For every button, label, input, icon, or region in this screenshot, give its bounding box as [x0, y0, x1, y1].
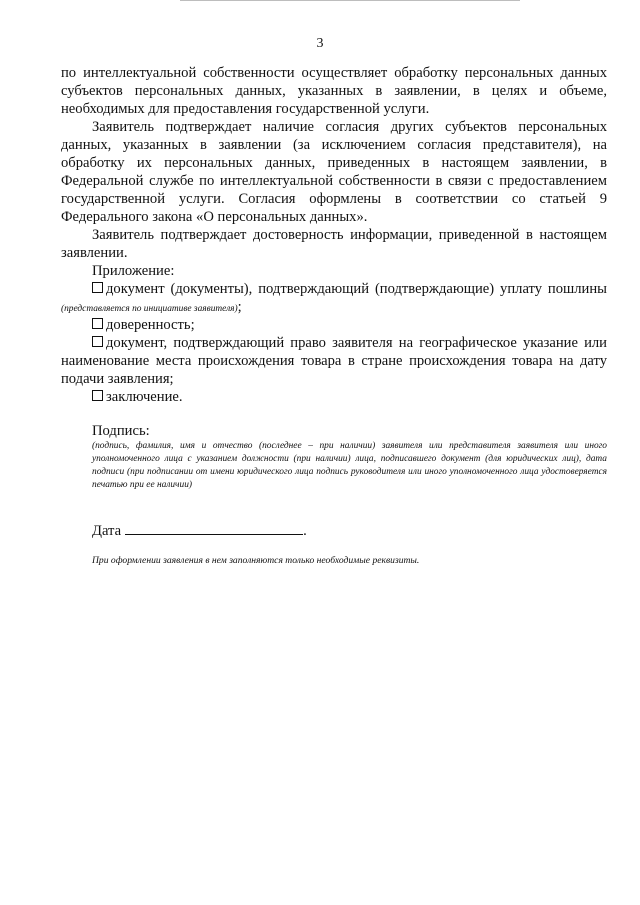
date-trailing: .	[303, 523, 307, 539]
attachment-item-power-of-attorney-label: доверенность;	[106, 317, 195, 333]
checkbox-fee[interactable]	[92, 282, 103, 293]
attachment-item-conclusion	[61, 388, 607, 406]
checkbox-conclusion[interactable]	[92, 390, 103, 401]
date-field	[61, 522, 607, 540]
attachment-item-fee-note: (представляется по инициативе заявителя)	[61, 304, 238, 314]
paragraph-accuracy: Заявитель подтверждает достоверность информации, приведенной в настоящем заявлении.	[61, 227, 607, 261]
attachment-item-power-of-attorney	[61, 316, 607, 334]
attachment-item-right-document-label: документ, подтверждающий право заявителя на географическое указание или наименование места происхождения товара в стране происхождения товара на дату подачи заявления;	[61, 335, 607, 387]
date-label: Дата	[92, 523, 122, 539]
checkbox-power-of-attorney[interactable]	[92, 318, 103, 329]
attachments-heading: Приложение:	[92, 263, 175, 279]
attachment-item-right-document	[61, 334, 607, 388]
signature-block	[61, 422, 607, 492]
paragraph-consent: Заявитель подтверждает наличие согласия других субъектов персональных данных, указанных в заявлении (за исключением согласия представителя), на обработку их персональных данных, приведенных в настоящем заявлении, в Федеральной службе по интеллектуальной собственности в связи с предоставлением государственной услуги. Согласия оформлены в соответствии со статьей 9 Федерального закона «О персональных данных».	[61, 119, 607, 225]
checkbox-right-document[interactable]	[92, 336, 103, 347]
paragraph-processing: по интеллектуальной собственности осуществляет обработку персональных данных субъектов персональных данных, указанных в заявлении, в целях и объеме, необходимых для предоставления государственной услуги.	[61, 65, 607, 117]
document-body	[61, 64, 607, 567]
attachment-item-fee	[61, 280, 607, 316]
date-input-line[interactable]	[125, 522, 303, 535]
scan-top-line	[180, 0, 520, 1]
page-number: 3	[316, 36, 324, 51]
signature-note: (подпись, фамилия, имя и отчество (последнее – при наличии) заявителя или представителя заявителя или иного уполномоченного лица с указанием должности (при наличии) лица, подписавшего документ (для юридических лиц), дата подписи (при подписании от имени юридического лица подпись руководителя или иного уполномоченного лица удостоверяется печатью при ее наличии)	[92, 441, 607, 490]
final-note: При оформлении заявления в нем заполняются только необходимые реквизиты.	[92, 555, 420, 566]
attachment-item-fee-end: ;	[237, 299, 242, 315]
attachment-item-conclusion-label: заключение.	[106, 389, 183, 405]
attachment-item-fee-label: документ (документы), подтверждающий (подтверждающие) уплату пошлины	[106, 281, 607, 297]
signature-label: Подпись:	[92, 423, 150, 439]
